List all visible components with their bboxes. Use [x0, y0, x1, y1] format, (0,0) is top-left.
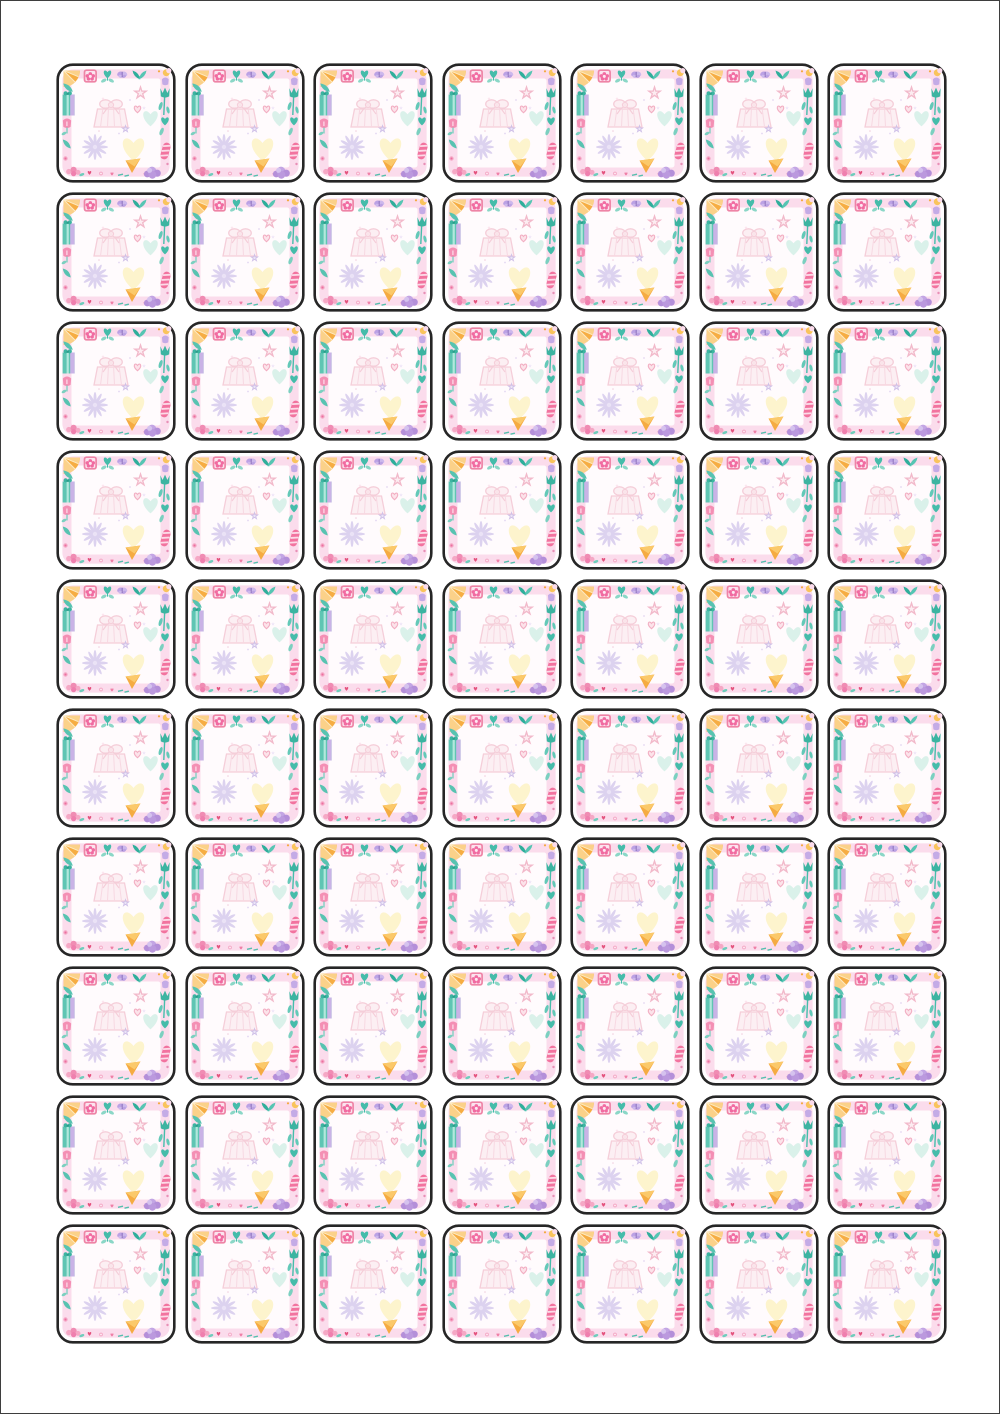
sticker-label: [699, 321, 819, 441]
sticker-label: [570, 1095, 690, 1215]
label-decoration-icon: [56, 579, 176, 699]
sticker-label: [699, 1095, 819, 1215]
label-decoration-icon: [827, 192, 947, 312]
label-decoration-icon: [185, 966, 305, 1086]
sticker-label: [442, 1095, 562, 1215]
label-decoration-icon: [827, 837, 947, 957]
label-decoration-icon: [313, 708, 433, 828]
label-decoration-icon: [442, 837, 562, 957]
label-decoration-icon: [827, 579, 947, 699]
sticker-label: [827, 837, 947, 957]
sticker-label: [56, 192, 176, 312]
sticker-label: [442, 450, 562, 570]
sticker-label: [442, 192, 562, 312]
sticker-label: [56, 1095, 176, 1215]
sticker-label: [570, 450, 690, 570]
label-decoration-icon: [570, 579, 690, 699]
label-decoration-icon: [570, 708, 690, 828]
sticker-label: [56, 837, 176, 957]
label-decoration-icon: [442, 1224, 562, 1344]
label-decoration-icon: [442, 1095, 562, 1215]
label-decoration-icon: [442, 708, 562, 828]
sticker-label: [313, 1224, 433, 1344]
label-decoration-icon: [827, 63, 947, 183]
label-decoration-icon: [699, 63, 819, 183]
sticker-label: [185, 579, 305, 699]
label-decoration-icon: [570, 63, 690, 183]
sticker-label: [313, 837, 433, 957]
label-decoration-icon: [185, 63, 305, 183]
label-decoration-icon: [827, 321, 947, 441]
label-decoration-icon: [699, 837, 819, 957]
label-decoration-icon: [570, 192, 690, 312]
sticker-label: [442, 579, 562, 699]
sticker-label: [699, 1224, 819, 1344]
sticker-label: [827, 450, 947, 570]
sticker-label: [570, 321, 690, 441]
label-decoration-icon: [313, 450, 433, 570]
sticker-label: [56, 966, 176, 1086]
sticker-label: [185, 1224, 305, 1344]
label-decoration-icon: [570, 837, 690, 957]
sticker-label: [570, 579, 690, 699]
label-decoration-icon: [442, 579, 562, 699]
label-decoration-icon: [185, 1095, 305, 1215]
label-decoration-icon: [699, 1224, 819, 1344]
label-decoration-icon: [827, 450, 947, 570]
sticker-label: [185, 321, 305, 441]
label-decoration-icon: [185, 837, 305, 957]
label-decoration-icon: [313, 1095, 433, 1215]
sticker-label: [827, 966, 947, 1086]
label-grid: [56, 63, 947, 1344]
label-decoration-icon: [313, 837, 433, 957]
sticker-label: [827, 1224, 947, 1344]
label-decoration-icon: [185, 321, 305, 441]
sticker-label: [185, 837, 305, 957]
label-decoration-icon: [442, 192, 562, 312]
sticker-label: [185, 1095, 305, 1215]
label-decoration-icon: [699, 708, 819, 828]
label-decoration-icon: [570, 321, 690, 441]
sticker-label: [313, 966, 433, 1086]
sticker-label: [185, 450, 305, 570]
label-decoration-icon: [313, 966, 433, 1086]
label-decoration-icon: [56, 192, 176, 312]
label-decoration-icon: [827, 1224, 947, 1344]
label-decoration-icon: [56, 966, 176, 1086]
label-decoration-icon: [699, 579, 819, 699]
sticker-label: [56, 450, 176, 570]
sticker-label: [313, 579, 433, 699]
label-decoration-icon: [699, 450, 819, 570]
sticker-label: [699, 966, 819, 1086]
label-decoration-icon: [185, 192, 305, 312]
sticker-label: [442, 63, 562, 183]
sticker-label: [827, 63, 947, 183]
label-decoration-icon: [699, 966, 819, 1086]
label-decoration-icon: [570, 966, 690, 1086]
sticker-label: [570, 837, 690, 957]
sticker-label: [827, 321, 947, 441]
sticker-label: [699, 579, 819, 699]
label-decoration-icon: [56, 450, 176, 570]
label-decoration-icon: [313, 1224, 433, 1344]
label-decoration-icon: [699, 321, 819, 441]
sticker-label: [56, 321, 176, 441]
label-decoration-icon: [442, 321, 562, 441]
sticker-label: [185, 63, 305, 183]
sticker-label: [442, 708, 562, 828]
sticker-label: [185, 192, 305, 312]
label-decoration-icon: [570, 1095, 690, 1215]
label-decoration-icon: [699, 192, 819, 312]
sticker-label: [827, 1095, 947, 1215]
label-decoration-icon: [185, 579, 305, 699]
sticker-label: [570, 708, 690, 828]
label-decoration-icon: [442, 450, 562, 570]
sticker-label: [185, 966, 305, 1086]
sticker-label: [442, 966, 562, 1086]
sticker-label: [313, 450, 433, 570]
label-decoration-icon: [442, 966, 562, 1086]
label-decoration-icon: [56, 63, 176, 183]
sticker-label: [442, 1224, 562, 1344]
sticker-label: [570, 192, 690, 312]
label-decoration-icon: [313, 579, 433, 699]
label-decoration-icon: [827, 966, 947, 1086]
sticker-label: [313, 63, 433, 183]
label-decoration-icon: [313, 321, 433, 441]
sticker-label: [699, 63, 819, 183]
label-decoration-icon: [827, 1095, 947, 1215]
label-decoration-icon: [313, 63, 433, 183]
label-decoration-icon: [185, 708, 305, 828]
sticker-label: [442, 321, 562, 441]
sticker-label: [313, 708, 433, 828]
label-decoration-icon: [827, 708, 947, 828]
sticker-label: [56, 63, 176, 183]
sticker-label: [699, 837, 819, 957]
sticker-label: [313, 192, 433, 312]
label-decoration-icon: [699, 1095, 819, 1215]
sticker-label: [699, 708, 819, 828]
sticker-label: [185, 708, 305, 828]
label-decoration-icon: [56, 1224, 176, 1344]
label-decoration-icon: [56, 708, 176, 828]
sticker-label: [313, 1095, 433, 1215]
label-decoration-icon: [185, 1224, 305, 1344]
sticker-label: [56, 708, 176, 828]
sticker-label: [827, 192, 947, 312]
label-decoration-icon: [185, 450, 305, 570]
sticker-label: [827, 708, 947, 828]
sticker-label: [442, 837, 562, 957]
label-decoration-icon: [570, 450, 690, 570]
label-decoration-icon: [570, 1224, 690, 1344]
sticker-label: [313, 321, 433, 441]
label-decoration-icon: [56, 837, 176, 957]
sticker-label: [56, 579, 176, 699]
sticker-label: [570, 63, 690, 183]
sticker-label: [699, 192, 819, 312]
label-decoration-icon: [56, 321, 176, 441]
sticker-label: [56, 1224, 176, 1344]
sticker-label: [699, 450, 819, 570]
label-decoration-icon: [313, 192, 433, 312]
label-decoration-icon: [56, 1095, 176, 1215]
label-decoration-icon: [442, 63, 562, 183]
sticker-label: [570, 1224, 690, 1344]
sticker-label: [570, 966, 690, 1086]
sticker-label: [827, 579, 947, 699]
